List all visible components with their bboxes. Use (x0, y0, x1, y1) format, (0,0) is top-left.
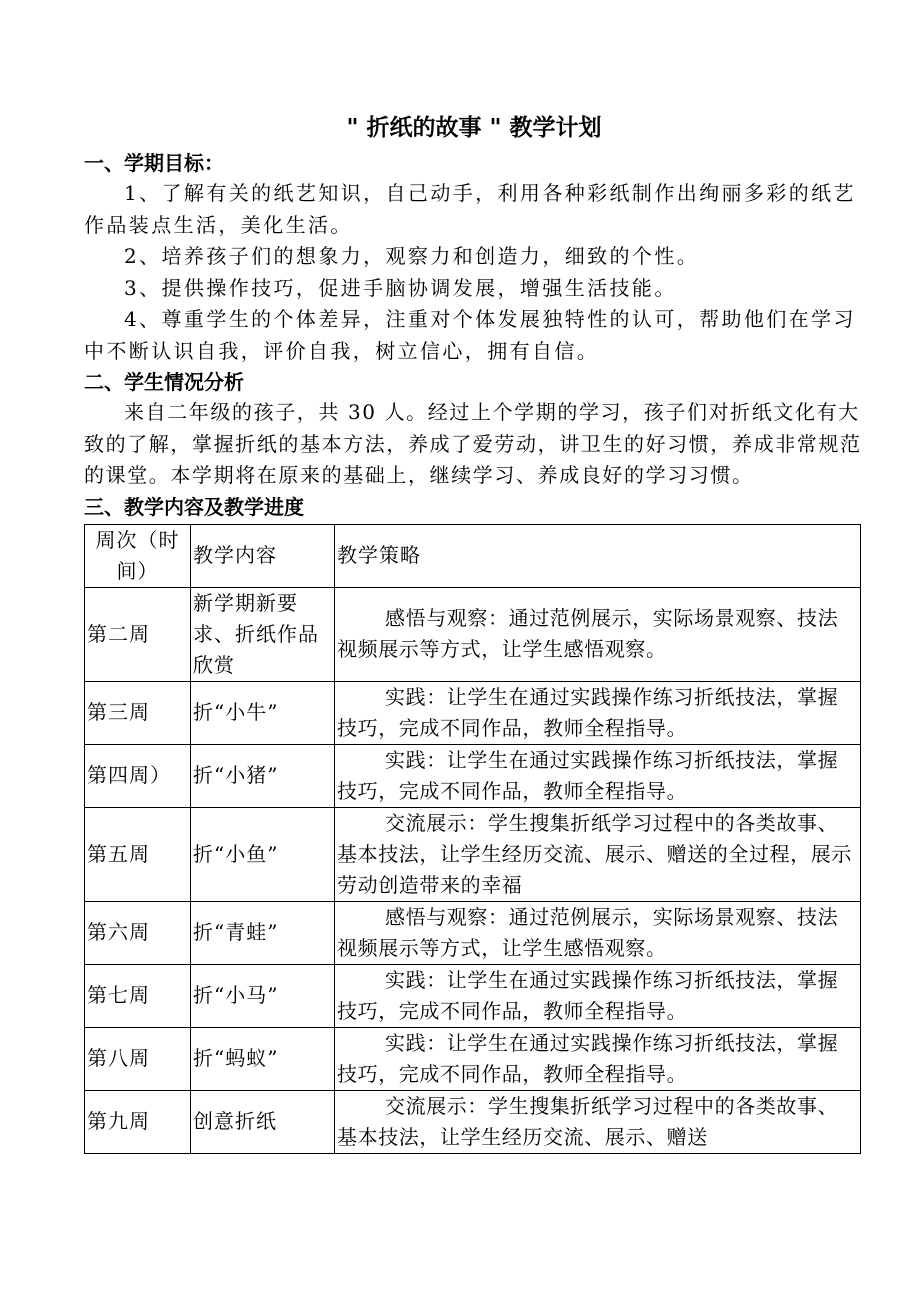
strategy-text: 实践：让学生在通过实践操作练习折纸技法，掌握技巧，完成不同作品，教师全程指导。 (337, 747, 839, 803)
content-cell: 折“小牛” (191, 681, 335, 744)
strategy-text: 交流展示：学生搜集折纸学习过程中的各类故事、基本技法，让学生经历交流、展示、赠送的全过程，展示劳动创造带来的幸福 (337, 810, 852, 897)
students-section (84, 367, 864, 492)
week-cell: 第九周 (85, 1090, 191, 1153)
strategy-text: 实践：让学生在通过实践操作练习折纸技法，掌握技巧，完成不同作品，教师全程指导。 (337, 684, 839, 740)
week-cell: 第四周） (85, 744, 191, 807)
strategy-text: 实践：让学生在通过实践操作练习折纸技法，掌握技巧，完成不同作品，教师全程指导。 (337, 967, 839, 1023)
week-cell: 第六周 (85, 901, 191, 964)
students-heading: 二、学生情况分析 (84, 370, 244, 394)
goal-item: 1、了解有关的纸艺知识，自己动手，利用各种彩纸制作出绚丽多彩的纸艺作品装点生活，美化生活。 (84, 181, 856, 237)
strategy-text: 感悟与观察：通过范例展示，实际场景观察、技法视频展示等方式，让学生感悟观察。 (337, 904, 839, 960)
schedule-heading: 三、教学内容及教学进度 (84, 494, 304, 519)
goals-section (84, 148, 864, 367)
week-cell: 第七周 (85, 964, 191, 1027)
strategy-cell (335, 807, 861, 901)
schedule-table (84, 524, 861, 1154)
column-header-week: 周次（时间） (85, 524, 191, 587)
week-cell: 第三周 (85, 681, 191, 744)
strategy-text: 交流展示：学生搜集折纸学习过程中的各类故事、基本技法，让学生经历交流、展示、赠送 (337, 1093, 839, 1149)
goal-item: 4、尊重学生的个体差异，注重对个体发展独特性的认可，帮助他们在学习中不断认识自我，评价自我，树立信心，拥有自信。 (84, 307, 856, 363)
goals-heading: 一、学期目标： (84, 151, 224, 175)
week-cell: 第五周 (85, 807, 191, 901)
content-cell: 折“小鱼” (191, 807, 335, 901)
strategy-cell (335, 744, 861, 807)
table-row (85, 744, 861, 807)
strategy-text: 感悟与观察：通过范例展示，实际场景观察、技法视频展示等方式，让学生感悟观察。 (337, 606, 839, 661)
page-title: " 折纸的故事 " 教学计划 (346, 115, 602, 141)
table-row (85, 1090, 861, 1153)
content-cell: 折“青蛙” (191, 901, 335, 964)
content-cell: 创意折纸 (191, 1090, 335, 1153)
strategy-cell (335, 587, 861, 681)
strategy-cell (335, 1027, 861, 1090)
column-header-strategy: 教学策略 (335, 524, 861, 587)
goal-item: 3、提供操作技巧，促进手脑协调发展，增强生活技能。 (124, 275, 677, 300)
table-row (85, 964, 861, 1027)
content-cell: 折“小马” (191, 964, 335, 1027)
week-cell: 第二周 (85, 587, 191, 681)
schedule-section (84, 492, 864, 1154)
table-header-row (85, 524, 861, 587)
strategy-cell (335, 681, 861, 744)
table-row (85, 1027, 861, 1090)
goal-item: 2、培养孩子们的想象力，观察力和创造力，细致的个性。 (124, 244, 700, 268)
strategy-cell (335, 901, 861, 964)
column-header-content: 教学内容 (191, 524, 335, 587)
students-text: 来自二年级的孩子，共 30 人。经过上个学期的学习，孩子们对折纸文化有大致的了解，掌握折纸的基本方法，养成了爱劳动，讲卫生的好习惯，养成非常规范的课堂。本学期将在原来的基础上，继续学习、养成良好的学习习惯。 (84, 400, 862, 487)
table-row (85, 807, 861, 901)
content-cell: 折“小猪” (191, 744, 335, 807)
strategy-cell (335, 964, 861, 1027)
table-row (85, 681, 861, 744)
strategy-cell (335, 1090, 861, 1153)
content-cell: 折“蚂蚁” (191, 1027, 335, 1090)
content-cell: 新学期新要求、折纸作品欣赏 (191, 587, 335, 681)
table-row (85, 587, 861, 681)
document-page (84, 108, 864, 1154)
strategy-text: 实践：让学生在通过实践操作练习折纸技法，掌握技巧，完成不同作品，教师全程指导。 (337, 1030, 839, 1086)
table-row (85, 901, 861, 964)
week-cell: 第八周 (85, 1027, 191, 1090)
